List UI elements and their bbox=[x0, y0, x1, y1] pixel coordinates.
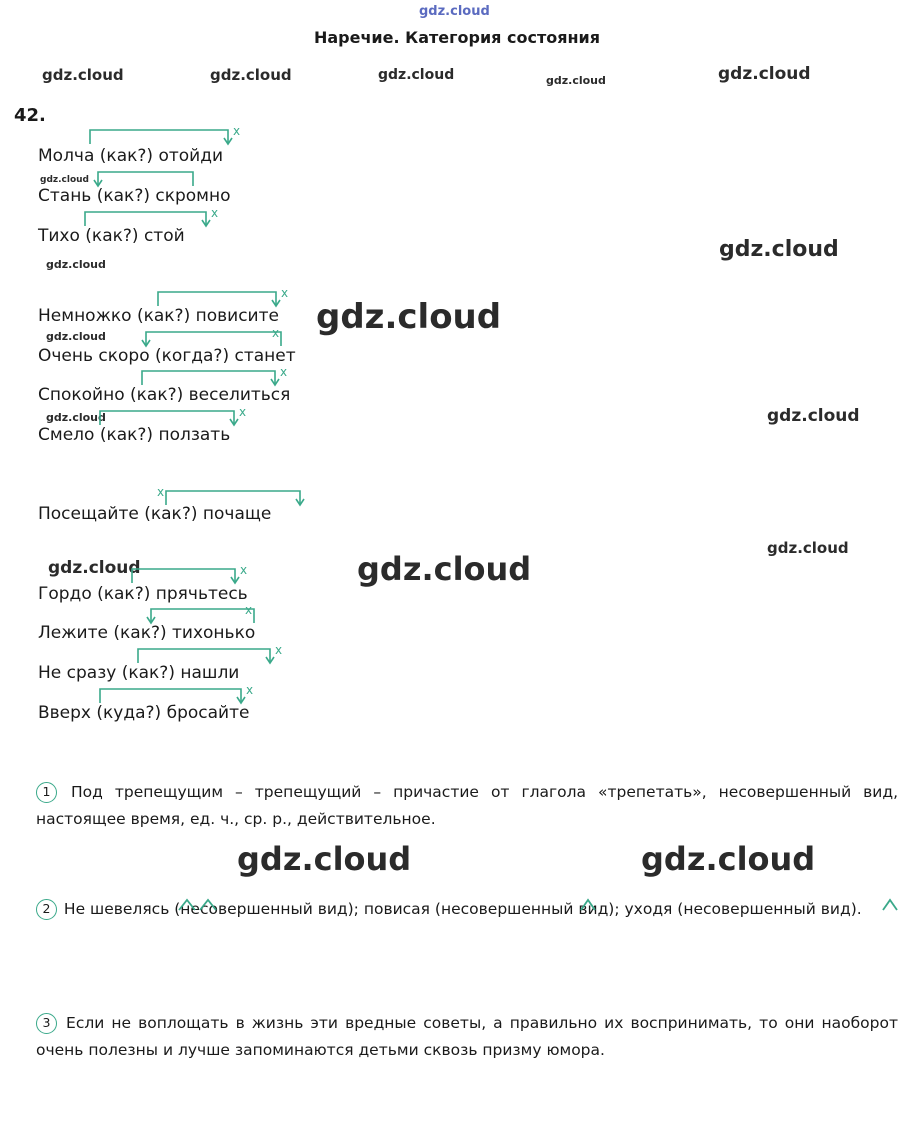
watermark: gdz.cloud bbox=[42, 66, 124, 84]
exercise-number: 42. bbox=[14, 105, 46, 126]
scheme-line bbox=[38, 426, 230, 445]
scheme-line bbox=[38, 585, 248, 604]
svg-text:x: x bbox=[240, 563, 248, 577]
watermark: gdz.cloud bbox=[718, 64, 811, 84]
watermark: gdz.cloud bbox=[357, 550, 532, 588]
svg-text:x: x bbox=[272, 326, 280, 340]
watermark: gdz.cloud bbox=[40, 175, 89, 185]
scheme-text: Вверх (куда?) бросайте bbox=[38, 703, 250, 723]
svg-text:x: x bbox=[239, 405, 247, 419]
watermark: gdz.cloud bbox=[46, 411, 106, 424]
watermark: gdz.cloud bbox=[378, 67, 455, 83]
watermark: gdz.cloud bbox=[46, 330, 106, 343]
watermark: gdz.cloud bbox=[767, 539, 849, 557]
scheme-line bbox=[38, 307, 279, 326]
scheme-text: Лежите (как?) тихонько bbox=[38, 623, 256, 643]
scheme-text: Стань (как?) скромно bbox=[38, 186, 231, 206]
page-title: Наречие. Категория состояния bbox=[313, 28, 601, 47]
answer-number-badge: 3 bbox=[36, 1013, 57, 1034]
svg-text:x: x bbox=[280, 365, 288, 379]
svg-text:x: x bbox=[157, 485, 165, 499]
answer-number-badge: 1 bbox=[36, 782, 57, 803]
watermark: gdz.cloud bbox=[641, 840, 816, 878]
scheme-text: Немножко (как?) повисите bbox=[38, 306, 279, 326]
scheme-line bbox=[38, 624, 255, 643]
scheme-line bbox=[38, 664, 239, 683]
scheme-text: Гордо (как?) прячьтесь bbox=[38, 584, 248, 604]
watermark: gdz.cloud bbox=[719, 237, 839, 262]
scheme-line bbox=[38, 227, 185, 246]
scheme-text: Не сразу (как?) нашли bbox=[38, 663, 240, 683]
watermark: gdz.cloud bbox=[46, 258, 106, 271]
scheme-text: Очень скоро (когда?) станет bbox=[38, 346, 296, 366]
scheme-line bbox=[38, 505, 271, 524]
scheme-line bbox=[38, 704, 249, 723]
answer-paragraph bbox=[36, 779, 898, 833]
scheme-text: Молча (как?) отойди bbox=[38, 146, 223, 166]
scheme-line bbox=[38, 386, 290, 405]
scheme-text: Смело (как?) ползать bbox=[38, 425, 231, 445]
scheme-line bbox=[38, 187, 231, 206]
scheme-text: Посещайте (как?) почаще bbox=[38, 504, 272, 524]
answer-paragraph bbox=[36, 896, 898, 923]
svg-text:x: x bbox=[233, 124, 241, 138]
answer-text: Если не воплощать в жизнь эти вредные советы, а правильно их воспринимать, то они наоборот очень полезны и лучше запоминаются детьми сквозь призму юмора. bbox=[36, 1014, 898, 1059]
answer-paragraph bbox=[36, 1010, 898, 1064]
scheme-line bbox=[38, 347, 296, 366]
answer-text: Под трепещущим – трепещущий – причастие от глагола «трепетать», несовершенный вид, настоящее время, ед. ч., ср. р., действительное. bbox=[36, 783, 898, 828]
svg-text:x: x bbox=[211, 206, 219, 220]
watermark: gdz.cloud bbox=[237, 840, 412, 878]
scheme-text: Спокойно (как?) веселиться bbox=[38, 385, 291, 405]
watermark: gdz.cloud bbox=[419, 4, 490, 19]
watermark: gdz.cloud bbox=[210, 66, 292, 84]
svg-text:x: x bbox=[246, 683, 254, 697]
answer-number-badge: 2 bbox=[36, 899, 57, 920]
watermark: gdz.cloud bbox=[546, 74, 606, 87]
scheme-line bbox=[38, 147, 223, 166]
watermark: gdz.cloud bbox=[316, 297, 502, 337]
scheme-text: Тихо (как?) стой bbox=[38, 226, 185, 246]
svg-text:x: x bbox=[275, 643, 283, 657]
svg-text:x: x bbox=[245, 603, 253, 617]
answer-text: Не шевелясь (несовершенный вид); повисая (несовершенный вид); уходя (несовершенный вид). bbox=[59, 900, 862, 918]
watermark: gdz.cloud bbox=[767, 406, 860, 426]
svg-text:x: x bbox=[281, 286, 289, 300]
watermark: gdz.cloud bbox=[48, 558, 141, 578]
